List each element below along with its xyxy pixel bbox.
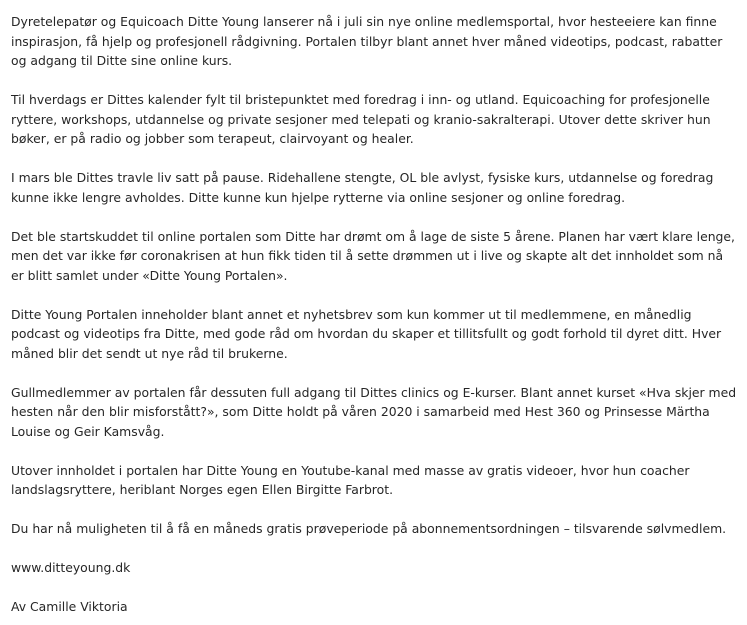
- website-link-paragraph: [11, 558, 739, 578]
- article-paragraph-7: Utover innholdet i portalen har Ditte Young en Youtube-kanal med masse av gratis videoer, hvor hun coacher landslagsryttere, heriblant Norges egen Ellen Birgitte Farbrot.: [11, 462, 690, 497]
- byline: Av Camille Viktoria: [11, 599, 128, 614]
- article-paragraph-5: Ditte Young Portalen inneholder blant annet et nyhetsbrev som kun kommer ut til medlemmene, en månedlig podcast og videotips fra Ditte, med gode råd om hvordan du skaper et tillitsfullt og godt forhold til dyret ditt. Hver måned blir det sendt ut nye råd til brukerne.: [11, 306, 722, 361]
- article-paragraph-1: Dyretelepatør og Equicoach Ditte Young lanserer nå i juli sin nye online medlemsportal, hvor hesteeiere kan finne inspirasjon, få hjelp og profesjonell rådgivning. Portalen tilbyr blant annet hver måned videotips, podcast, rabatter og adgang til Ditte sine online kurs.: [11, 14, 723, 68]
- website-link[interactable]: www.ditteyoung.dk: [11, 560, 131, 575]
- article-paragraph-8: Du har nå muligheten til å få en måneds gratis prøveperiode på abonnementsordningen – tilsvarende sølvmedlem.: [11, 521, 727, 536]
- article-paragraph-4: Det ble startskuddet til online portalen som Ditte har drømt om å lage de siste 5 årene. Planen har vært klare lenge, men det var ikke før coronakrisen at hun fikk tiden til å sette drømmen ut i live og skapte alt det innholdet som nå er blitt samlet under «Ditte Young Portalen».: [11, 228, 735, 283]
- article-body: [11, 12, 739, 617]
- article-paragraph-6: Gullmedlemmer av portalen får dessuten full adgang til Dittes clinics og E-kurser. Blant annet kurset «Hva skjer med hesten når den blir misforstått?», som Ditte holdt på våren 2020 i samarbeid med Hest 360 og Prinsesse Märtha Louise og Geir Kamsvåg.: [11, 384, 737, 439]
- article-paragraph-3: I mars ble Dittes travle liv satt på pause. Ridehallene stengte, OL ble avlyst, fysiske kurs, utdannelse og foredrag kunne ikke lengre avholdes. Ditte kunne kun hjelpe rytterne via online sesjoner og online foredrag.: [11, 170, 714, 205]
- article-paragraph-2: Til hverdags er Dittes kalender fylt til bristepunktet med foredrag i inn- og utland. Equicoaching for profesjonelle ryttere, workshops, utdannelse og private sesjoner med telepati og kranio-sakralterapi. Utover dette skriver hun bøker, er på radio og jobber som terapeut, clairvoyant og healer.: [11, 92, 711, 146]
